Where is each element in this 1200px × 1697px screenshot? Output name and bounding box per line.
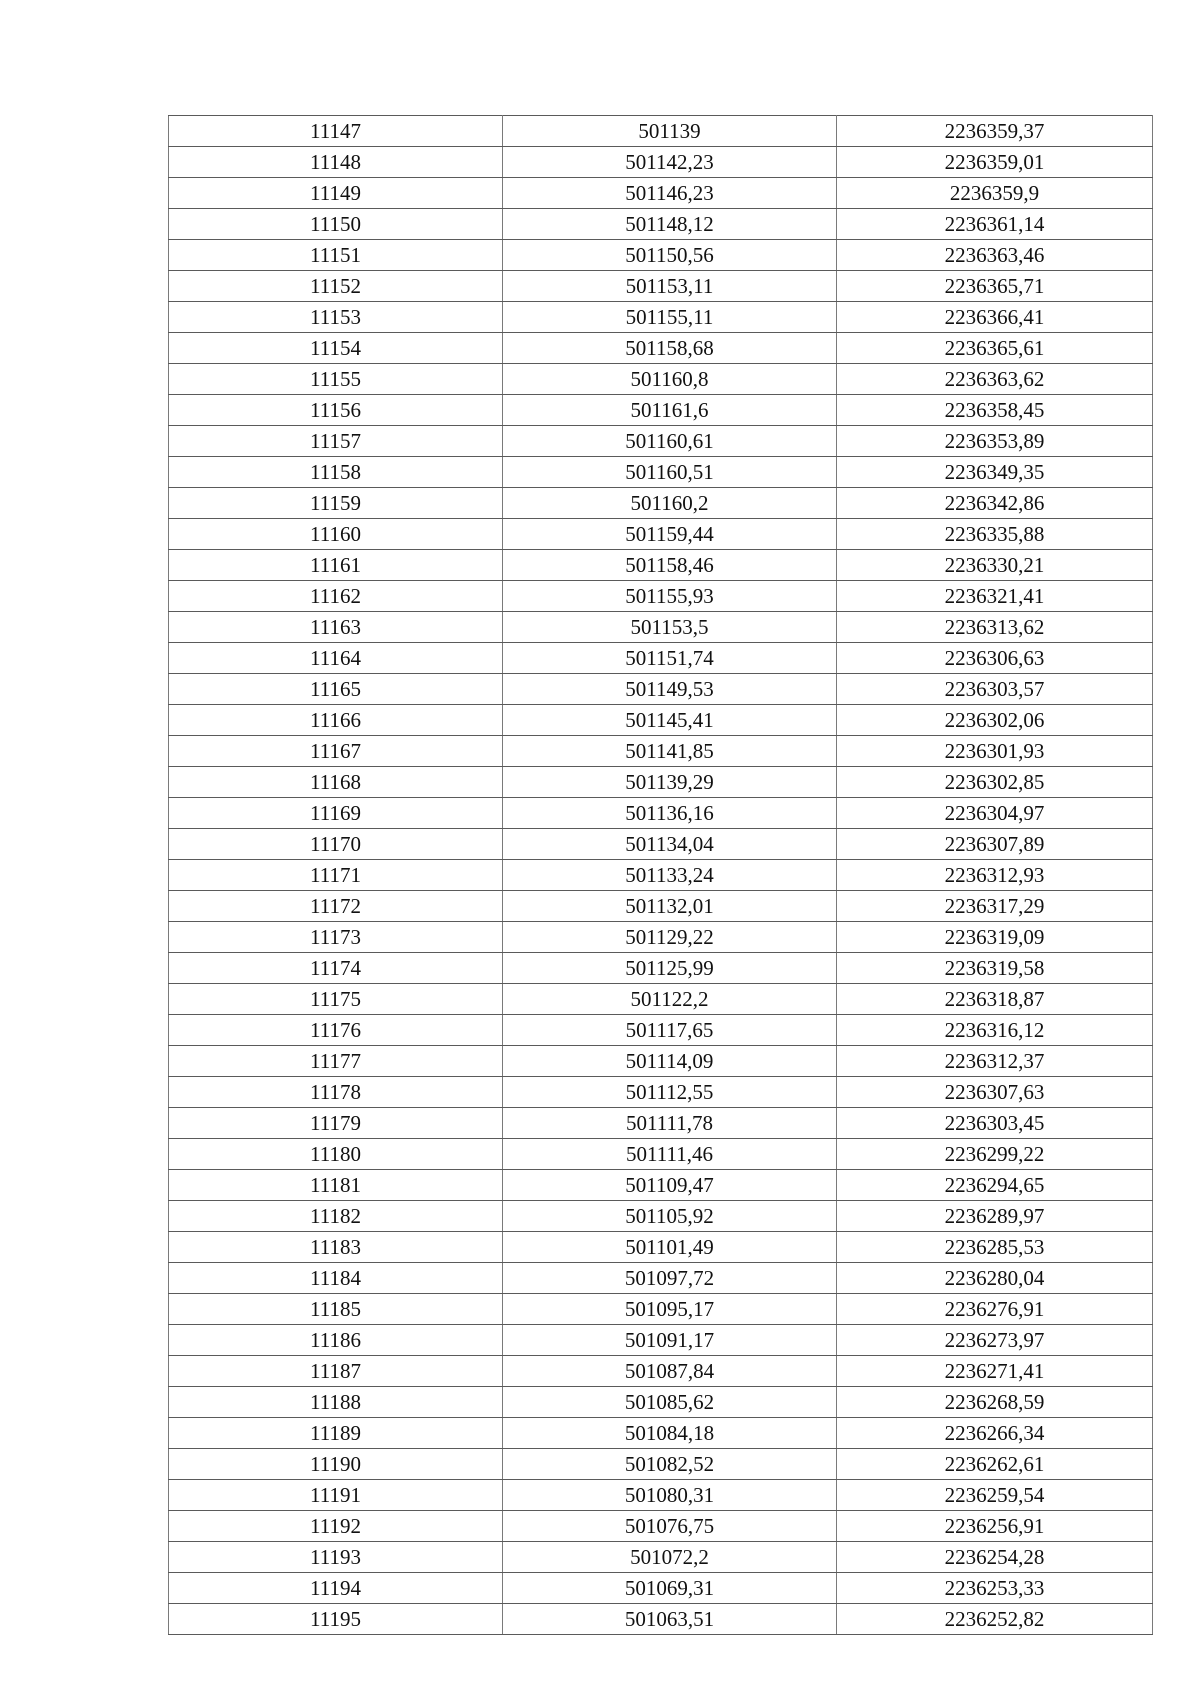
x-coordinate-cell: 501063,51 [503, 1604, 837, 1635]
table-row [169, 1542, 1153, 1573]
y-coordinate-cell: 2236365,71 [837, 271, 1153, 302]
table-row [169, 457, 1153, 488]
y-coordinate-cell: 2236321,41 [837, 581, 1153, 612]
table-row [169, 1387, 1153, 1418]
point-number-cell: 11186 [169, 1325, 503, 1356]
table-row [169, 953, 1153, 984]
x-coordinate-cell: 501132,01 [503, 891, 837, 922]
point-number-cell: 11176 [169, 1015, 503, 1046]
table-row [169, 240, 1153, 271]
table-row [169, 736, 1153, 767]
point-number-cell: 11187 [169, 1356, 503, 1387]
point-number-cell: 11178 [169, 1077, 503, 1108]
table-row [169, 1449, 1153, 1480]
table-row [169, 1356, 1153, 1387]
x-coordinate-cell: 501122,2 [503, 984, 837, 1015]
table-row [169, 860, 1153, 891]
table-row [169, 674, 1153, 705]
x-coordinate-cell: 501141,85 [503, 736, 837, 767]
x-coordinate-cell: 501117,65 [503, 1015, 837, 1046]
point-number-cell: 11170 [169, 829, 503, 860]
table-row [169, 1511, 1153, 1542]
y-coordinate-cell: 2236358,45 [837, 395, 1153, 426]
coordinates-table [168, 115, 1153, 1635]
point-number-cell: 11157 [169, 426, 503, 457]
y-coordinate-cell: 2236342,86 [837, 488, 1153, 519]
x-coordinate-cell: 501155,93 [503, 581, 837, 612]
x-coordinate-cell: 501105,92 [503, 1201, 837, 1232]
y-coordinate-cell: 2236304,97 [837, 798, 1153, 829]
y-coordinate-cell: 2236361,14 [837, 209, 1153, 240]
point-number-cell: 11165 [169, 674, 503, 705]
x-coordinate-cell: 501160,2 [503, 488, 837, 519]
table-row [169, 798, 1153, 829]
point-number-cell: 11174 [169, 953, 503, 984]
point-number-cell: 11159 [169, 488, 503, 519]
point-number-cell: 11185 [169, 1294, 503, 1325]
table-row [169, 426, 1153, 457]
x-coordinate-cell: 501072,2 [503, 1542, 837, 1573]
x-coordinate-cell: 501136,16 [503, 798, 837, 829]
y-coordinate-cell: 2236330,21 [837, 550, 1153, 581]
y-coordinate-cell: 2236273,97 [837, 1325, 1153, 1356]
table-row [169, 1294, 1153, 1325]
point-number-cell: 11161 [169, 550, 503, 581]
x-coordinate-cell: 501082,52 [503, 1449, 837, 1480]
point-number-cell: 11168 [169, 767, 503, 798]
point-number-cell: 11152 [169, 271, 503, 302]
x-coordinate-cell: 501133,24 [503, 860, 837, 891]
table-row [169, 705, 1153, 736]
y-coordinate-cell: 2236301,93 [837, 736, 1153, 767]
point-number-cell: 11149 [169, 178, 503, 209]
table-row [169, 1077, 1153, 1108]
x-coordinate-cell: 501114,09 [503, 1046, 837, 1077]
x-coordinate-cell: 501111,46 [503, 1139, 837, 1170]
y-coordinate-cell: 2236254,28 [837, 1542, 1153, 1573]
x-coordinate-cell: 501091,17 [503, 1325, 837, 1356]
y-coordinate-cell: 2236319,09 [837, 922, 1153, 953]
y-coordinate-cell: 2236365,61 [837, 333, 1153, 364]
table-row [169, 178, 1153, 209]
x-coordinate-cell: 501085,62 [503, 1387, 837, 1418]
y-coordinate-cell: 2236359,01 [837, 147, 1153, 178]
table-row [169, 116, 1153, 147]
x-coordinate-cell: 501160,51 [503, 457, 837, 488]
point-number-cell: 11195 [169, 1604, 503, 1635]
x-coordinate-cell: 501101,49 [503, 1232, 837, 1263]
table-row [169, 1325, 1153, 1356]
y-coordinate-cell: 2236285,53 [837, 1232, 1153, 1263]
table-row [169, 302, 1153, 333]
x-coordinate-cell: 501134,04 [503, 829, 837, 860]
y-coordinate-cell: 2236302,06 [837, 705, 1153, 736]
point-number-cell: 11182 [169, 1201, 503, 1232]
y-coordinate-cell: 2236303,57 [837, 674, 1153, 705]
table-row [169, 581, 1153, 612]
table-row [169, 643, 1153, 674]
y-coordinate-cell: 2236276,91 [837, 1294, 1153, 1325]
table-row [169, 209, 1153, 240]
x-coordinate-cell: 501139,29 [503, 767, 837, 798]
table-row [169, 922, 1153, 953]
x-coordinate-cell: 501139 [503, 116, 837, 147]
x-coordinate-cell: 501158,68 [503, 333, 837, 364]
y-coordinate-cell: 2236303,45 [837, 1108, 1153, 1139]
x-coordinate-cell: 501150,56 [503, 240, 837, 271]
y-coordinate-cell: 2236289,97 [837, 1201, 1153, 1232]
y-coordinate-cell: 2236262,61 [837, 1449, 1153, 1480]
point-number-cell: 11171 [169, 860, 503, 891]
y-coordinate-cell: 2236307,89 [837, 829, 1153, 860]
y-coordinate-cell: 2236299,22 [837, 1139, 1153, 1170]
point-number-cell: 11172 [169, 891, 503, 922]
table-row [169, 519, 1153, 550]
y-coordinate-cell: 2236280,04 [837, 1263, 1153, 1294]
y-coordinate-cell: 2236313,62 [837, 612, 1153, 643]
x-coordinate-cell: 501159,44 [503, 519, 837, 550]
point-number-cell: 11184 [169, 1263, 503, 1294]
y-coordinate-cell: 2236268,59 [837, 1387, 1153, 1418]
table-row [169, 829, 1153, 860]
point-number-cell: 11163 [169, 612, 503, 643]
x-coordinate-cell: 501145,41 [503, 705, 837, 736]
table-row [169, 1418, 1153, 1449]
table-row [169, 1604, 1153, 1635]
x-coordinate-cell: 501111,78 [503, 1108, 837, 1139]
table-row [169, 1108, 1153, 1139]
x-coordinate-cell: 501112,55 [503, 1077, 837, 1108]
x-coordinate-cell: 501153,5 [503, 612, 837, 643]
point-number-cell: 11177 [169, 1046, 503, 1077]
x-coordinate-cell: 501095,17 [503, 1294, 837, 1325]
x-coordinate-cell: 501076,75 [503, 1511, 837, 1542]
y-coordinate-cell: 2236256,91 [837, 1511, 1153, 1542]
point-number-cell: 11155 [169, 364, 503, 395]
x-coordinate-cell: 501129,22 [503, 922, 837, 953]
table-row [169, 1201, 1153, 1232]
coordinates-table-body [169, 116, 1153, 1635]
table-row [169, 1263, 1153, 1294]
x-coordinate-cell: 501142,23 [503, 147, 837, 178]
x-coordinate-cell: 501084,18 [503, 1418, 837, 1449]
x-coordinate-cell: 501080,31 [503, 1480, 837, 1511]
point-number-cell: 11193 [169, 1542, 503, 1573]
point-number-cell: 11191 [169, 1480, 503, 1511]
x-coordinate-cell: 501161,6 [503, 395, 837, 426]
y-coordinate-cell: 2236353,89 [837, 426, 1153, 457]
point-number-cell: 11192 [169, 1511, 503, 1542]
point-number-cell: 11158 [169, 457, 503, 488]
x-coordinate-cell: 501158,46 [503, 550, 837, 581]
x-coordinate-cell: 501097,72 [503, 1263, 837, 1294]
point-number-cell: 11150 [169, 209, 503, 240]
point-number-cell: 11162 [169, 581, 503, 612]
point-number-cell: 11153 [169, 302, 503, 333]
y-coordinate-cell: 2236312,37 [837, 1046, 1153, 1077]
point-number-cell: 11188 [169, 1387, 503, 1418]
point-number-cell: 11194 [169, 1573, 503, 1604]
y-coordinate-cell: 2236363,46 [837, 240, 1153, 271]
table-row [169, 1015, 1153, 1046]
point-number-cell: 11183 [169, 1232, 503, 1263]
table-row [169, 767, 1153, 798]
y-coordinate-cell: 2236316,12 [837, 1015, 1153, 1046]
y-coordinate-cell: 2236259,54 [837, 1480, 1153, 1511]
point-number-cell: 11173 [169, 922, 503, 953]
point-number-cell: 11148 [169, 147, 503, 178]
y-coordinate-cell: 2236302,85 [837, 767, 1153, 798]
point-number-cell: 11160 [169, 519, 503, 550]
table-row [169, 147, 1153, 178]
table-row [169, 891, 1153, 922]
y-coordinate-cell: 2236306,63 [837, 643, 1153, 674]
x-coordinate-cell: 501160,61 [503, 426, 837, 457]
y-coordinate-cell: 2236307,63 [837, 1077, 1153, 1108]
point-number-cell: 11189 [169, 1418, 503, 1449]
point-number-cell: 11156 [169, 395, 503, 426]
point-number-cell: 11175 [169, 984, 503, 1015]
table-row [169, 1170, 1153, 1201]
y-coordinate-cell: 2236317,29 [837, 891, 1153, 922]
point-number-cell: 11154 [169, 333, 503, 364]
y-coordinate-cell: 2236366,41 [837, 302, 1153, 333]
point-number-cell: 11164 [169, 643, 503, 674]
y-coordinate-cell: 2236359,9 [837, 178, 1153, 209]
y-coordinate-cell: 2236363,62 [837, 364, 1153, 395]
x-coordinate-cell: 501087,84 [503, 1356, 837, 1387]
table-row [169, 333, 1153, 364]
point-number-cell: 11180 [169, 1139, 503, 1170]
y-coordinate-cell: 2236319,58 [837, 953, 1153, 984]
y-coordinate-cell: 2236294,65 [837, 1170, 1153, 1201]
x-coordinate-cell: 501155,11 [503, 302, 837, 333]
x-coordinate-cell: 501153,11 [503, 271, 837, 302]
table-row [169, 395, 1153, 426]
y-coordinate-cell: 2236318,87 [837, 984, 1153, 1015]
y-coordinate-cell: 2236253,33 [837, 1573, 1153, 1604]
y-coordinate-cell: 2236312,93 [837, 860, 1153, 891]
point-number-cell: 11151 [169, 240, 503, 271]
x-coordinate-cell: 501160,8 [503, 364, 837, 395]
y-coordinate-cell: 2236359,37 [837, 116, 1153, 147]
table-row [169, 550, 1153, 581]
table-row [169, 364, 1153, 395]
point-number-cell: 11179 [169, 1108, 503, 1139]
x-coordinate-cell: 501146,23 [503, 178, 837, 209]
table-row [169, 1573, 1153, 1604]
y-coordinate-cell: 2236266,34 [837, 1418, 1153, 1449]
table-row [169, 984, 1153, 1015]
y-coordinate-cell: 2236349,35 [837, 457, 1153, 488]
x-coordinate-cell: 501149,53 [503, 674, 837, 705]
x-coordinate-cell: 501125,99 [503, 953, 837, 984]
y-coordinate-cell: 2236252,82 [837, 1604, 1153, 1635]
table-row [169, 1046, 1153, 1077]
point-number-cell: 11166 [169, 705, 503, 736]
table-row [169, 1232, 1153, 1263]
y-coordinate-cell: 2236271,41 [837, 1356, 1153, 1387]
point-number-cell: 11169 [169, 798, 503, 829]
point-number-cell: 11147 [169, 116, 503, 147]
y-coordinate-cell: 2236335,88 [837, 519, 1153, 550]
point-number-cell: 11167 [169, 736, 503, 767]
x-coordinate-cell: 501069,31 [503, 1573, 837, 1604]
point-number-cell: 11181 [169, 1170, 503, 1201]
point-number-cell: 11190 [169, 1449, 503, 1480]
table-row [169, 1480, 1153, 1511]
table-row [169, 612, 1153, 643]
x-coordinate-cell: 501151,74 [503, 643, 837, 674]
table-row [169, 488, 1153, 519]
table-row [169, 1139, 1153, 1170]
table-row [169, 271, 1153, 302]
x-coordinate-cell: 501148,12 [503, 209, 837, 240]
x-coordinate-cell: 501109,47 [503, 1170, 837, 1201]
